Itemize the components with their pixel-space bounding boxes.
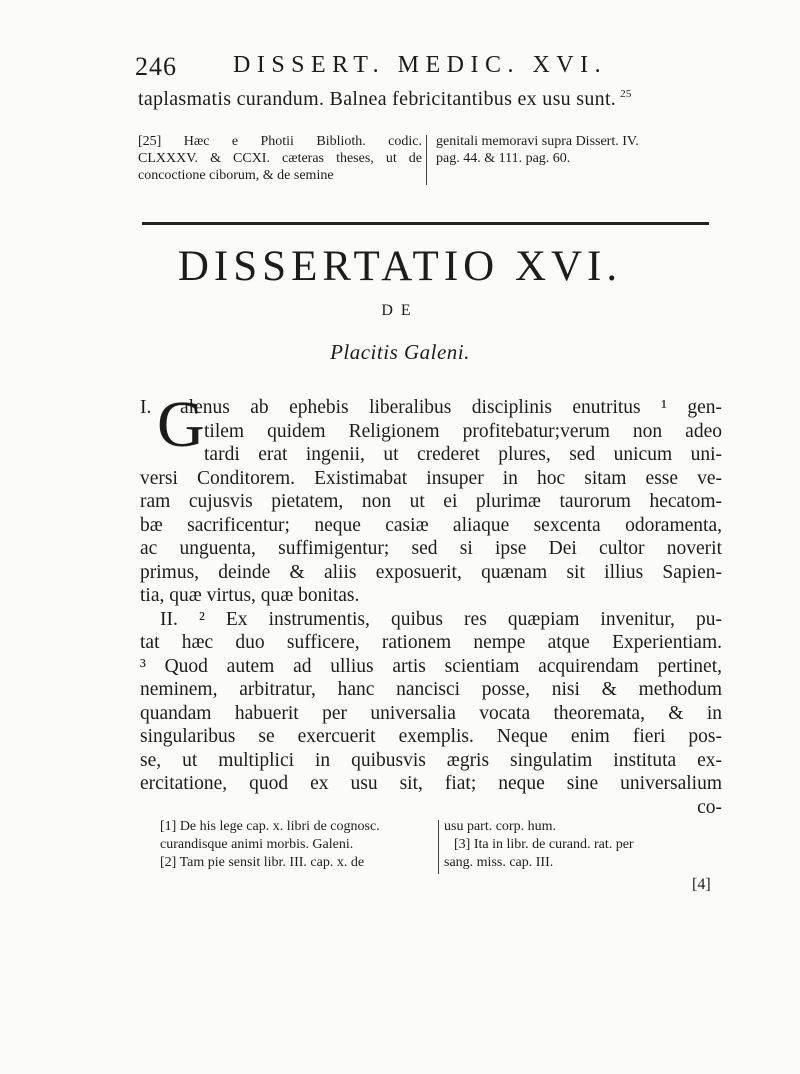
footnote-line: sang. miss. cap. III. [444,855,554,870]
previous-text-tail [138,88,728,111]
section-rule [142,222,709,225]
text-line: II. ² Ex instrumentis, quibus res quæpiam invenitur, pu- [160,608,722,630]
section-number: I. [140,397,152,418]
column-divider [438,820,439,874]
footnote-line: curandisque animi morbis. Galeni. [160,837,354,852]
text-line: neminem, arbitratur, hanc nancisci posse, nisi & methodum [140,679,722,700]
dissertation-de: DE [381,302,419,319]
text-line: versi Conditorem. Existimabat insuper in hoc sitam esse ve- [140,467,722,489]
text-line: ercitatione, quod ex usu sit, fiat; neque sine universalium [140,773,722,794]
text-line: se, ut multiplici in quibusvis ægris singulatim instituta ex- [140,749,722,771]
previous-text-line: taplasmatis curandum. Balnea febricitantibus ex usu sunt. [138,88,617,110]
footnote-line: usu part. corp. hum. [444,819,556,834]
signature-catchword: [4] [692,876,711,893]
text-line: quandam habuerit per universalia vocata theoremata, & in [140,702,722,724]
text-line: tat hæc duo sufficere, rationem nempe atque Experientiam. [140,632,722,653]
footnote-line: [1] De his lege cap. x. libri de cognosc. [160,819,380,834]
text-line: ³ Quod autem ad ullius artis scientiam acquirendam pertinet, [140,655,722,677]
dissertation-subtitle: Placitis Galeni. [330,340,470,364]
footnote-line: CLXXXV. & CCXI. cæteras theses, ut de [138,151,422,166]
text-line: alenus ab ephebis liberalibus disciplinis enutritus ¹ gen- [180,397,722,418]
catchword-line: co- [697,796,722,818]
text-line: bæ sacrificentur; neque casiæ aliaque sexcenta odoramenta, [140,514,722,536]
column-divider [426,135,427,185]
top-footnote-left-column [138,133,428,184]
page-number: 246 [135,52,177,81]
text-line: primus, deinde & aliis exposuerit, quænam sit illius Sapien- [140,561,722,583]
text-line: tilem quidem Religionem profitebatur;verum non adeo [204,420,722,442]
footnote-line: [2] Tam pie sensit libr. III. cap. x. de [160,855,365,870]
footnote-line: [3] Ita in libr. de curand. rat. per [454,837,634,852]
text-line: tia, quæ virtus, quæ bonitas. [140,585,360,606]
running-head [135,52,720,84]
footnote-line: pag. 44. & 111. pag. 60. [436,151,571,166]
top-footnote-right-column [436,133,726,167]
footnote-ref: 25 [620,88,632,100]
footnote-line: [25] Hæc e Photii Biblioth. codic. [138,134,422,149]
text-line: singularibus se exercuerit exemplis. Neque enim fieri pos- [140,726,722,747]
running-title: DISSERT. MEDIC. XVI. [233,52,608,78]
bottom-footnote-right-column [444,818,724,872]
text-line: tardi erat ingenii, ut crederet plures, sed unicum uni- [204,444,722,465]
text-line: ac unguenta, suffimigentur; sed si ipse Dei cultor noverit [140,538,722,559]
text-line: ram cujusvis pietatem, non ut ei plurimæ taurorum hecatom- [140,491,722,512]
dissertation-title: DISSERTATIO XVI. [177,243,623,290]
footnote-line: concoctione ciborum, & de semine [138,168,334,183]
drop-cap: G [157,388,205,461]
footnote-line: genitali memoravi supra Dissert. IV. [436,134,639,149]
bottom-footnote-left-column [160,818,432,872]
body-text [140,388,722,819]
